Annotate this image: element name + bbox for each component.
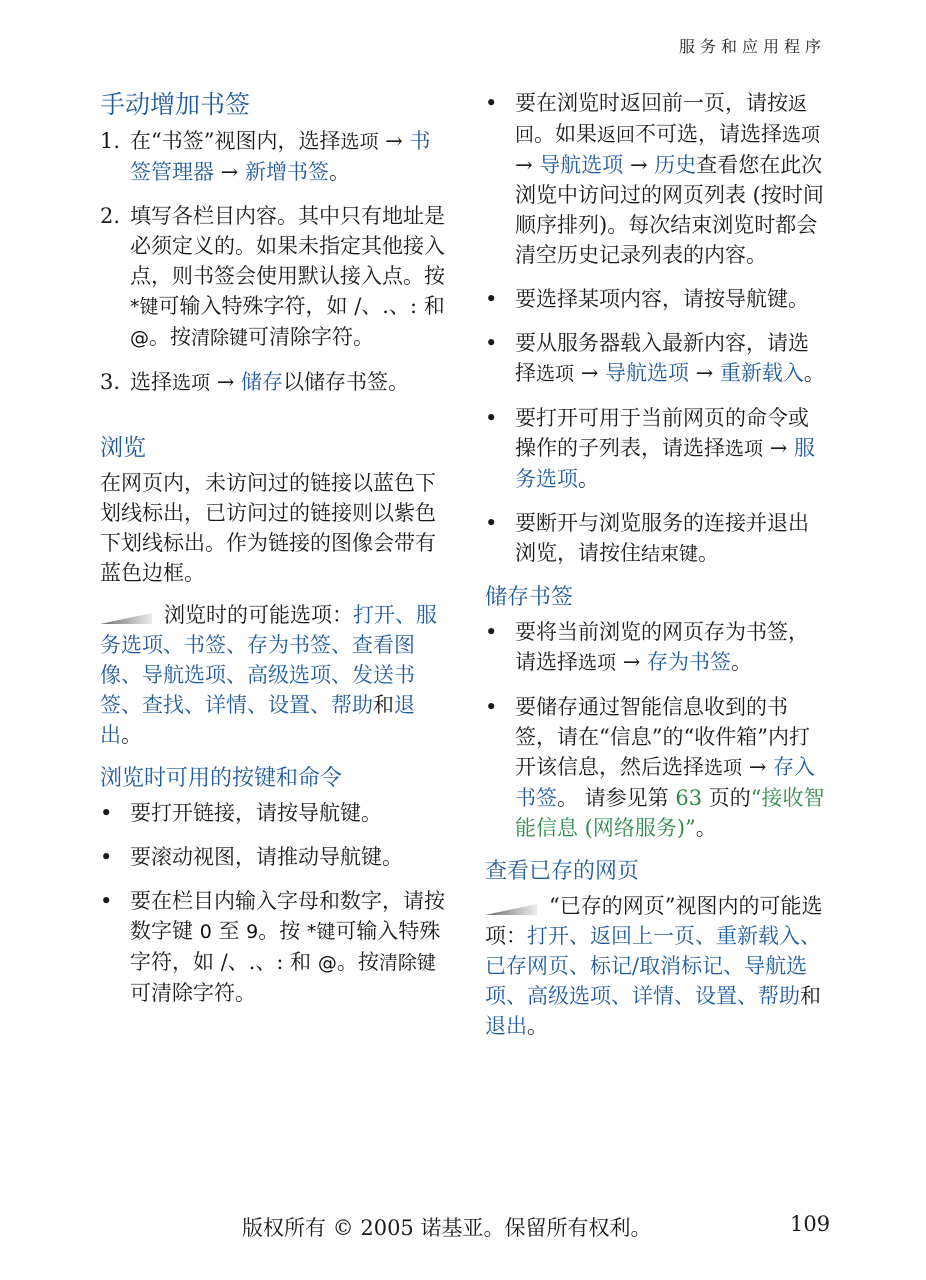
list-item: • 要选择某项内容，请按导航键。: [485, 287, 809, 311]
section-title-save-bookmark: 储存书签: [485, 585, 574, 610]
browse-options-note: 浏览时的可能选项：打开、服务选项、书签、存为书签、查看图像、导航选项、高级选项、发送书签、查找、详情、设置、帮助和退出。: [100, 603, 437, 747]
steps-list: [100, 126, 445, 398]
link-new-bookmark[interactable]: 新增书签: [244, 160, 329, 184]
link-history[interactable]: 历史: [654, 153, 697, 177]
list-item: • 要滚动视图，请推动导航键。: [100, 845, 403, 869]
list-item: • 要在浏览时返回前一页，请按返回。如果返回不可选，请选择选项 → 导航选项 → 历史查看您在此次浏览中访问过的网页列表 (按时间顺序排列)。每次结束浏览时都会清空历史记录列表的内容。: [485, 91, 824, 267]
link-service-options[interactable]: 服务选项: [515, 436, 815, 491]
running-header: 服务和应用程序: [678, 37, 826, 56]
copyright: 版权所有 © 2005 诺基亚。保留所有权利。: [242, 1216, 652, 1240]
saved-pages-note: “已存的网页”视图内的可能选项：打开、返回上一页、重新载入、已存网页、标记/取消标记、导航选项、高级选项、详情、设置、帮助和退出。: [485, 894, 823, 1038]
list-item: • 要打开可用于当前网页的命令或操作的子列表，请选择选项 → 服务选项。: [485, 406, 815, 491]
note-wedge-icon: [100, 604, 152, 624]
section-title-browse: 浏览: [100, 435, 146, 461]
link-store-bookmark[interactable]: 存入书签: [515, 755, 815, 810]
link-nav-options[interactable]: 导航选项: [539, 153, 624, 177]
list-item: • 要储存通过智能信息收到的书签，请在“信息”的“收件箱”内打开该信息，然后选择选项 → 存入书签。 请参见第 63 页的“接收智能信息 (网络服务)”。: [485, 695, 825, 840]
link-bookmark-manager[interactable]: 书签管理器: [130, 129, 431, 184]
link-smart-message[interactable]: “接收智能信息 (网络服务)”: [515, 786, 825, 840]
save-bookmark-list: [485, 617, 825, 843]
step-1: 1. 在“书签”视图内，选择选项 → 书签管理器 → 新增书签。: [100, 129, 431, 184]
list-item: • 要打开链接，请按导航键。: [100, 801, 382, 825]
list-item: • 要从服务器载入最新内容，请选择选项 → 导航选项 → 重新载入。: [485, 331, 825, 385]
browse-actions-list: [485, 88, 825, 569]
right-column: [485, 88, 825, 1041]
section-title-keys-commands: 浏览时可用的按键和命令: [100, 766, 343, 791]
page-number: 109: [790, 1212, 831, 1236]
section-title-saved-pages: 查看已存的网页: [485, 859, 640, 884]
step-3: 3. 选择选项 → 储存以储存书签。: [100, 370, 409, 394]
link-save[interactable]: 储存: [240, 370, 283, 394]
link-nav-options[interactable]: 导航选项: [604, 361, 689, 385]
list-item: • 要将当前浏览的网页存为书签，请选择选项 → 存为书签。: [485, 620, 809, 674]
section-title-add-bookmark: 手动增加书签: [100, 90, 251, 119]
step-2: 2. 填写各栏目内容。其中只有地址是必须定义的。如果未指定其他接入点，则书签会使用默认接入点。按*键可输入特殊字符，如 /、.、: 和 @。按清除键可清除字符。: [100, 204, 445, 349]
list-item: • 要在栏目内输入字母和数字，请按数字键 0 至 9。按 *键可输入特殊字符，如 /、.、: 和 @。按清除键可清除字符。: [100, 889, 445, 1005]
link-save-as-bookmark[interactable]: 存为书签: [646, 650, 731, 674]
note-wedge-icon: [485, 895, 537, 915]
link-reload[interactable]: 重新载入: [719, 361, 804, 385]
list-item: • 要断开与浏览服务的连接并退出浏览，请按住结束键。: [485, 511, 809, 565]
keys-list: [100, 798, 445, 1008]
browse-paragraph: 在网页内，未访问过的链接以蓝色下划线标出，已访问过的链接则以紫色下划线标出。作为链接的图像会带有蓝色边框。: [100, 471, 436, 585]
left-column: [100, 88, 445, 1022]
